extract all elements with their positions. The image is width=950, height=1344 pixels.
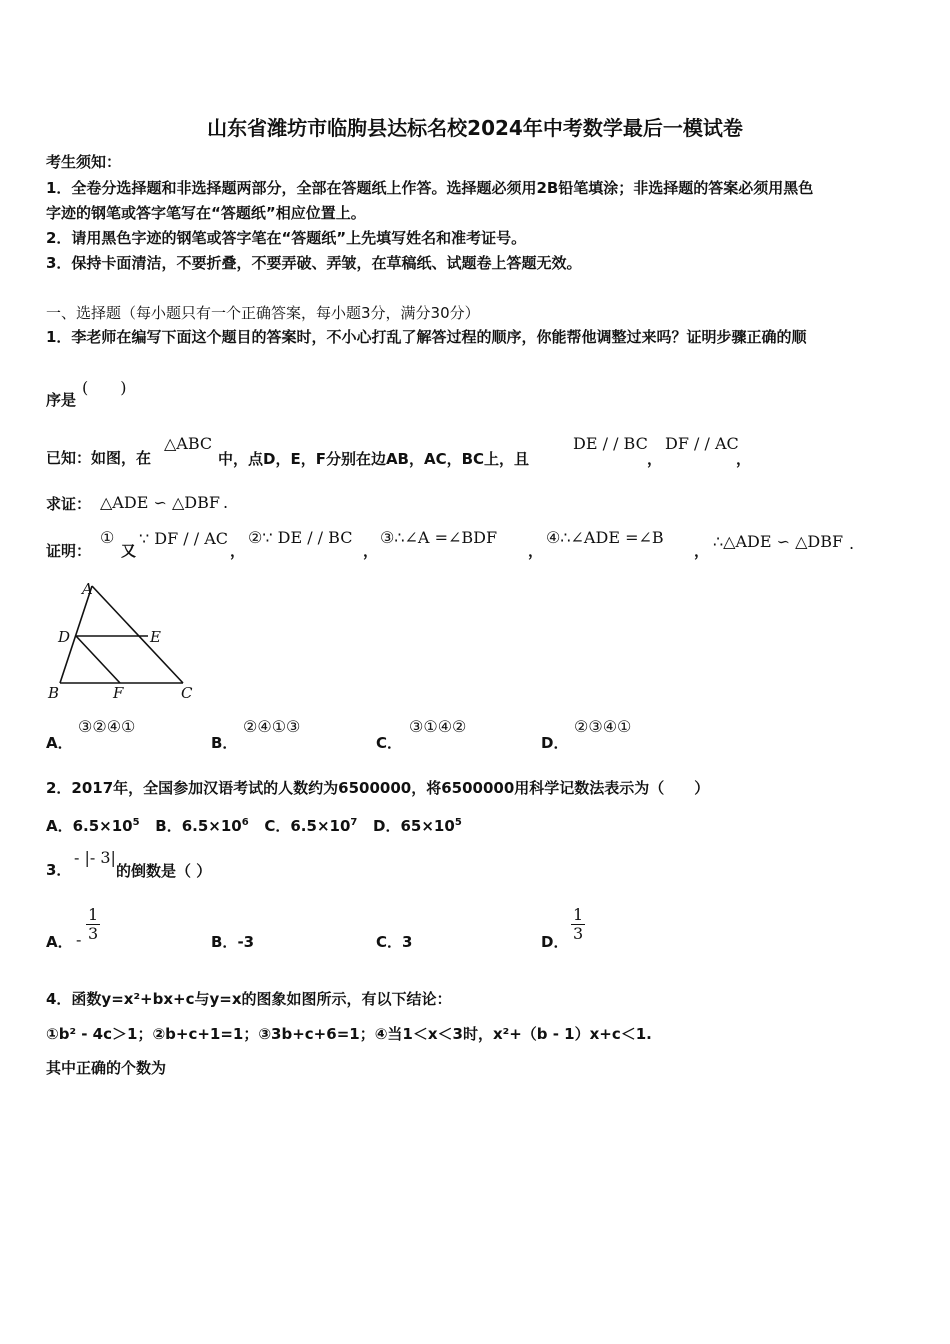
q1-step-1-num: ① xyxy=(100,528,115,547)
q1-step-4: ④∴∠ADE =∠B xyxy=(546,528,664,547)
q1-option-b-label: B． xyxy=(211,734,238,752)
q4-question: 其中正确的个数为 xyxy=(46,1059,167,1077)
q3-option-c: C．3 xyxy=(376,933,413,951)
q3-option-d-label: D． xyxy=(541,933,569,951)
triangle-figure xyxy=(40,578,210,703)
q1-comma-1: ， xyxy=(647,450,663,468)
q3-option-b: B．-3 xyxy=(211,933,255,951)
segment-df xyxy=(76,636,120,683)
label-a: A xyxy=(82,580,93,598)
q4-stem: 4．函数y=x²+bx+c与y=x的图象如图所示，有以下结论： xyxy=(46,990,452,1008)
q1-step-1-you: 又 xyxy=(121,542,137,560)
q3-num: 3． xyxy=(46,861,72,879)
q1-option-c-label: C． xyxy=(376,734,403,752)
q4-conclusions: ①b² - 4c＞1；②b+c+1=1；③3b+c+6=1；④当1＜x＜3时，x²+（b - 1）x+c＜1. xyxy=(46,1025,652,1043)
q1-option-a-value: ③②④① xyxy=(78,717,136,736)
notice-item-2: 2．请用黑色字迹的钢笔或答字笔在“答题纸”上先填写姓名和准考证号。 xyxy=(46,229,527,247)
q1-prove-period: . xyxy=(223,493,229,512)
q1-conclusion: ∴△ADE ∽ △DBF xyxy=(713,532,844,551)
q1-step-comma-2: ， xyxy=(363,542,379,560)
q3-option-a-label: A． xyxy=(46,933,73,951)
notice-item-1b: 字迹的钢笔或答字笔写在“答题纸”相应位置上。 xyxy=(46,204,366,222)
q1-option-b-value: ②④①③ xyxy=(243,717,301,736)
q1-blank: ( ) xyxy=(82,378,127,397)
label-f: F xyxy=(113,684,124,702)
q2-option-d: D．$65\times 10^5$ xyxy=(373,817,462,835)
q1-cond-1: DE / / BC xyxy=(573,434,648,453)
label-c: C xyxy=(181,684,193,702)
q1-step-3: ③∴∠A =∠BDF xyxy=(380,528,498,547)
label-d: D xyxy=(58,628,71,646)
q2-options xyxy=(46,813,462,836)
page-title: 山东省潍坊市临朐县达标名校2024年中考数学最后一模试卷 xyxy=(207,116,743,140)
q1-step-comma-4: ， xyxy=(694,542,710,560)
q1-cond-2: DF / / AC xyxy=(665,434,739,453)
q1-option-c-value: ③①④② xyxy=(409,717,467,736)
notice-heading: 考生须知： xyxy=(46,153,122,171)
q3-stem: 的倒数是（ ） xyxy=(116,862,212,880)
q1-prove-expr: △ADE ∽ △DBF xyxy=(100,493,220,512)
q1-step-comma-3: ， xyxy=(528,542,544,560)
q3-option-a-sign: - xyxy=(76,930,82,949)
q1-prove-label: 求证： xyxy=(46,495,92,513)
q1-triangle: △ABC xyxy=(164,434,213,453)
q1-comma-2: ， xyxy=(736,450,752,468)
q1-conclusion-period: . xyxy=(849,534,855,553)
q3-option-d-fraction xyxy=(571,906,585,943)
label-b: B xyxy=(48,684,60,702)
q1-option-a-label: A． xyxy=(46,734,73,752)
label-e: E xyxy=(150,628,161,646)
q1-option-d-label: D． xyxy=(541,734,569,752)
q2-option-b: B．$6.5\times 10^6$ xyxy=(155,817,249,835)
notice-item-3: 3．保持卡面清洁，不要折叠，不要弄破、弄皱，在草稿纸、试题卷上答题无效。 xyxy=(46,254,582,272)
q3-expr: - |- 3| xyxy=(74,848,116,867)
section-heading: 一、选择题（每小题只有一个正确答案，每小题3分，满分30分） xyxy=(46,304,480,322)
q2-stem: 2．2017年，全国参加汉语考试的人数约为6500000，将6500000用科学记数法表示为（ ） xyxy=(46,779,710,797)
q3-option-d-numerator: 1 xyxy=(573,905,584,924)
q1-known-mid: 中，点D，E，F分别在边AB，AC，BC上，且 xyxy=(218,450,530,468)
q2-option-a: A．$6.5\times 10^5$ xyxy=(46,817,140,835)
q1-step-1: ∵ DF / / AC xyxy=(139,529,229,548)
q1-proof-label: 证明： xyxy=(46,542,92,560)
notice-item-1a: 1．全卷分选择题和非选择题两部分，全部在答题纸上作答。选择题必须用2B铅笔填涂；非选择题的答案必须用黑色 xyxy=(46,179,814,197)
q1-step-comma-1: ， xyxy=(230,542,246,560)
q1-stem-2: 序是 xyxy=(46,391,77,409)
q1-option-d-value: ②③④① xyxy=(574,717,632,736)
q2-option-c: C．$6.5\times 10^7$ xyxy=(264,817,358,835)
q1-known-label: 已知：如图，在 xyxy=(46,449,152,467)
q1-step-2: ②∵ DE / / BC xyxy=(248,528,353,547)
q3-option-a-denominator: 3 xyxy=(88,924,99,943)
q3-option-a-fraction xyxy=(86,906,100,943)
q3-option-d-denominator: 3 xyxy=(573,924,584,943)
q1-stem: 1．李老师在编写下面这个题目的答案时，不小心打乱了解答过程的顺序，你能帮他调整过来吗？证明步骤正确的顺 xyxy=(46,328,807,346)
q3-option-a-numerator: 1 xyxy=(88,905,99,924)
